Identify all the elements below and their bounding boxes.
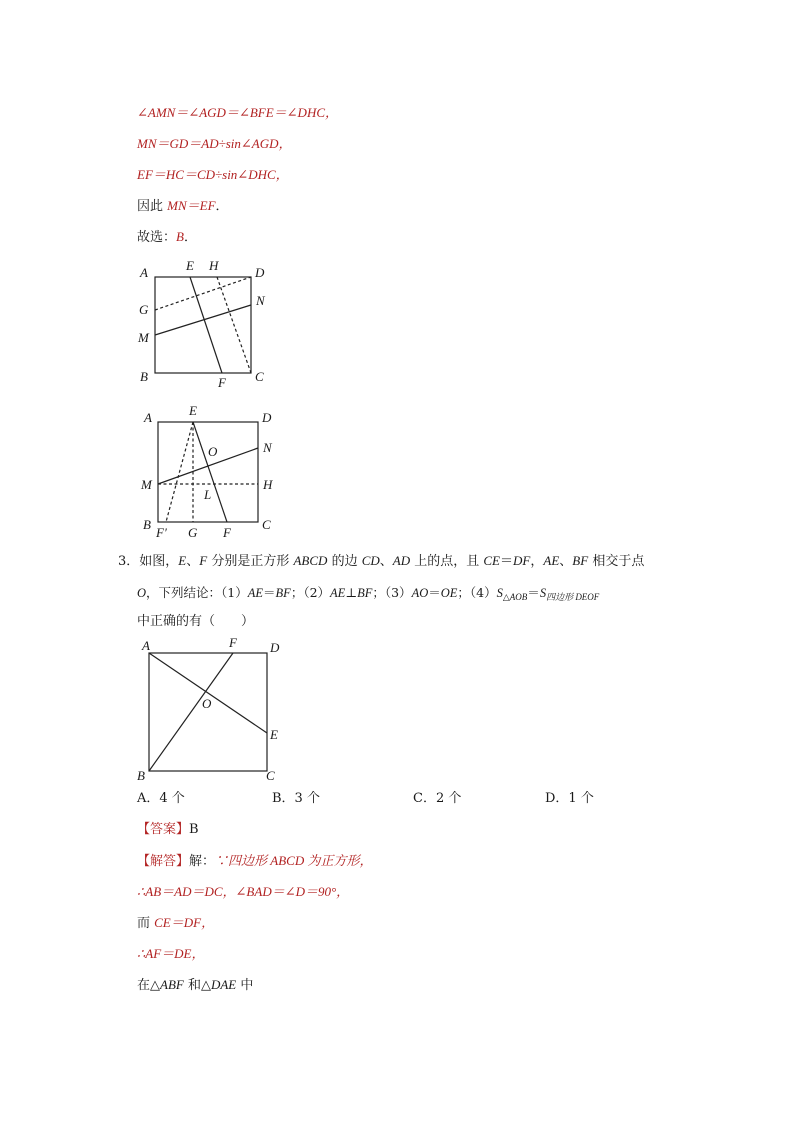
analysis-l5-c: 和△ xyxy=(183,978,211,993)
question-3-line-3: 中正确的有（ ） xyxy=(137,614,255,629)
fig1-label-b: B xyxy=(140,369,148,384)
q3-var: AO xyxy=(411,586,429,600)
q3-var: ABCD xyxy=(293,553,328,568)
q3-var: BF xyxy=(275,586,291,600)
answer-tag: 【答案】 xyxy=(137,822,190,837)
analysis-line-2: ∴AB＝AD＝DC，∠BAD＝∠D＝90°， xyxy=(137,884,350,899)
q3-text: 如图， xyxy=(139,554,179,569)
option-c: C．2 个 xyxy=(413,791,462,806)
fig1-label-e: E xyxy=(186,258,194,273)
fig1-label-n: N xyxy=(256,293,265,308)
fig2-label-c: C xyxy=(262,517,271,532)
fig2-square xyxy=(158,422,258,522)
analysis-intro: 解： xyxy=(189,854,216,869)
fig2-label-g: G xyxy=(188,525,198,540)
fig3-label-e: E xyxy=(270,727,278,742)
q3-text: ，下列结论：（1） xyxy=(146,585,248,600)
q3-text: 相交于点 xyxy=(588,554,645,569)
q3-text: 的边 xyxy=(327,554,362,569)
fig2-label-a: A xyxy=(144,410,152,425)
fig3-label-a: A xyxy=(142,638,150,653)
q3-subscript: 四边形 DEOF xyxy=(546,592,600,602)
fig1-segment-ef xyxy=(190,277,222,373)
fig2-label-e: E xyxy=(189,403,197,418)
analysis-line-1 xyxy=(137,852,372,871)
q3-text: ＝ xyxy=(263,585,276,600)
q3-text: ＝ xyxy=(527,585,540,600)
q3-text: 上的点，且 xyxy=(410,554,484,569)
answer-value: B xyxy=(189,822,199,837)
fig1-label-f: F xyxy=(218,375,226,390)
q3-text: ；（3） xyxy=(372,585,412,600)
fig3-segment-ae xyxy=(149,653,267,733)
solution-line-4-prefix: 因此 xyxy=(137,199,168,214)
analysis-l3-prefix: 而 xyxy=(137,916,155,931)
fig2-label-o: O xyxy=(208,444,218,459)
q3-text: 、 xyxy=(559,554,573,569)
solution-line-5-prefix: 故选： xyxy=(137,230,177,245)
fig3-label-c: C xyxy=(266,768,275,783)
fig1-label-h: H xyxy=(209,258,219,273)
solution-line-5-choice: B xyxy=(176,229,184,244)
option-a: A．4 个 xyxy=(137,791,185,806)
option-d: D．1 个 xyxy=(545,791,594,806)
q3-var: S xyxy=(539,586,547,600)
fig1-segment-gd xyxy=(155,277,251,310)
q3-var: AD xyxy=(392,553,411,568)
answer-line xyxy=(137,821,199,839)
fig2-segment-ef xyxy=(193,422,227,522)
q3-text: ＝ xyxy=(428,585,441,600)
q3-var: CD xyxy=(361,553,380,568)
q3-text: 分别是正方形 xyxy=(207,554,294,569)
fig2-label-m: M xyxy=(141,477,152,492)
solution-line-4-suffix: ． xyxy=(215,199,229,214)
analysis-l5-d: DAE xyxy=(210,977,237,992)
fig1-label-g: G xyxy=(139,302,149,317)
figure-1 xyxy=(130,255,280,395)
solution-line-5 xyxy=(137,228,197,247)
analysis-l5-e: 中 xyxy=(236,978,254,993)
analysis-l5-a: 在△ xyxy=(137,978,160,993)
q3-text: ⊥ xyxy=(345,585,358,600)
fig3-label-b: B xyxy=(137,768,145,783)
fig1-label-m: M xyxy=(138,330,149,345)
fig1-square xyxy=(155,277,251,373)
solution-line-5-suffix: ． xyxy=(183,230,197,245)
fig3-square xyxy=(149,653,267,771)
q3-var: AE xyxy=(330,586,346,600)
fig2-label-l: L xyxy=(204,487,212,502)
q3-text: ， xyxy=(530,554,544,569)
q3-var: O xyxy=(137,586,147,600)
q3-subscript: △AOB xyxy=(502,592,528,602)
fig3-label-o: O xyxy=(202,696,212,711)
fig1-label-c: C xyxy=(255,369,264,384)
analysis-line-3 xyxy=(137,914,214,933)
analysis-l3-expr: CE＝DF， xyxy=(154,915,215,930)
fig2-label-h: H xyxy=(263,477,273,492)
fig2-label-b: B xyxy=(143,517,151,532)
solution-line-4 xyxy=(137,197,229,216)
q3-text: ；（2） xyxy=(290,585,331,600)
question-number: 3． xyxy=(118,554,140,569)
fig2-segment-efp xyxy=(166,422,193,522)
fig1-segment-mn xyxy=(155,305,251,335)
analysis-l5-b: ABF xyxy=(160,977,184,992)
fig1-label-d: D xyxy=(255,265,265,280)
question-3-line-1 xyxy=(118,552,644,571)
q3-var: DF xyxy=(513,553,531,568)
fig3-segment-bf xyxy=(149,653,233,771)
q3-text: ；（4） xyxy=(457,585,497,600)
q3-var: OE xyxy=(440,586,458,600)
fig3-label-d: D xyxy=(270,640,280,655)
solution-line-4-expr: MN＝EF xyxy=(167,198,216,213)
figure-3 xyxy=(130,630,300,790)
q3-var: AE xyxy=(543,553,560,568)
analysis-l1: ∵四边形 ABCD 为正方形， xyxy=(215,853,373,868)
fig3-label-f: F xyxy=(229,635,237,650)
q3-var: S xyxy=(496,586,503,600)
option-b: B．3 个 xyxy=(272,791,320,806)
solution-line-2: MN＝GD＝AD÷sin∠AGD， xyxy=(137,136,292,151)
fig1-segment-hc xyxy=(217,277,251,373)
solution-line-3: EF＝HC＝CD÷sin∠DHC， xyxy=(137,167,289,182)
q3-var: BF xyxy=(357,586,373,600)
figure-2 xyxy=(130,398,290,543)
solution-line-1: ∠AMN＝∠AGD＝∠BFE＝∠DHC， xyxy=(137,105,338,120)
q3-var: AE xyxy=(247,586,264,600)
analysis-line-4: ∴AF＝DE， xyxy=(137,946,205,961)
analysis-tag: 【解答】 xyxy=(137,854,190,869)
q3-text: ＝ xyxy=(500,554,514,569)
q3-var: BF xyxy=(572,553,589,568)
fig1-label-a: A xyxy=(140,265,148,280)
fig2-label-d: D xyxy=(262,410,272,425)
q3-text: 、 xyxy=(186,554,200,569)
q3-var: E xyxy=(178,553,187,568)
fig2-label-fp: F′ xyxy=(156,525,167,540)
q3-text: 、 xyxy=(379,554,393,569)
analysis-line-5 xyxy=(137,976,253,995)
fig2-label-n: N xyxy=(263,440,272,455)
q3-var: F xyxy=(199,553,208,568)
fig2-label-f: F xyxy=(223,525,231,540)
q3-var: CE xyxy=(483,553,501,568)
question-3-line-2 xyxy=(137,584,599,606)
